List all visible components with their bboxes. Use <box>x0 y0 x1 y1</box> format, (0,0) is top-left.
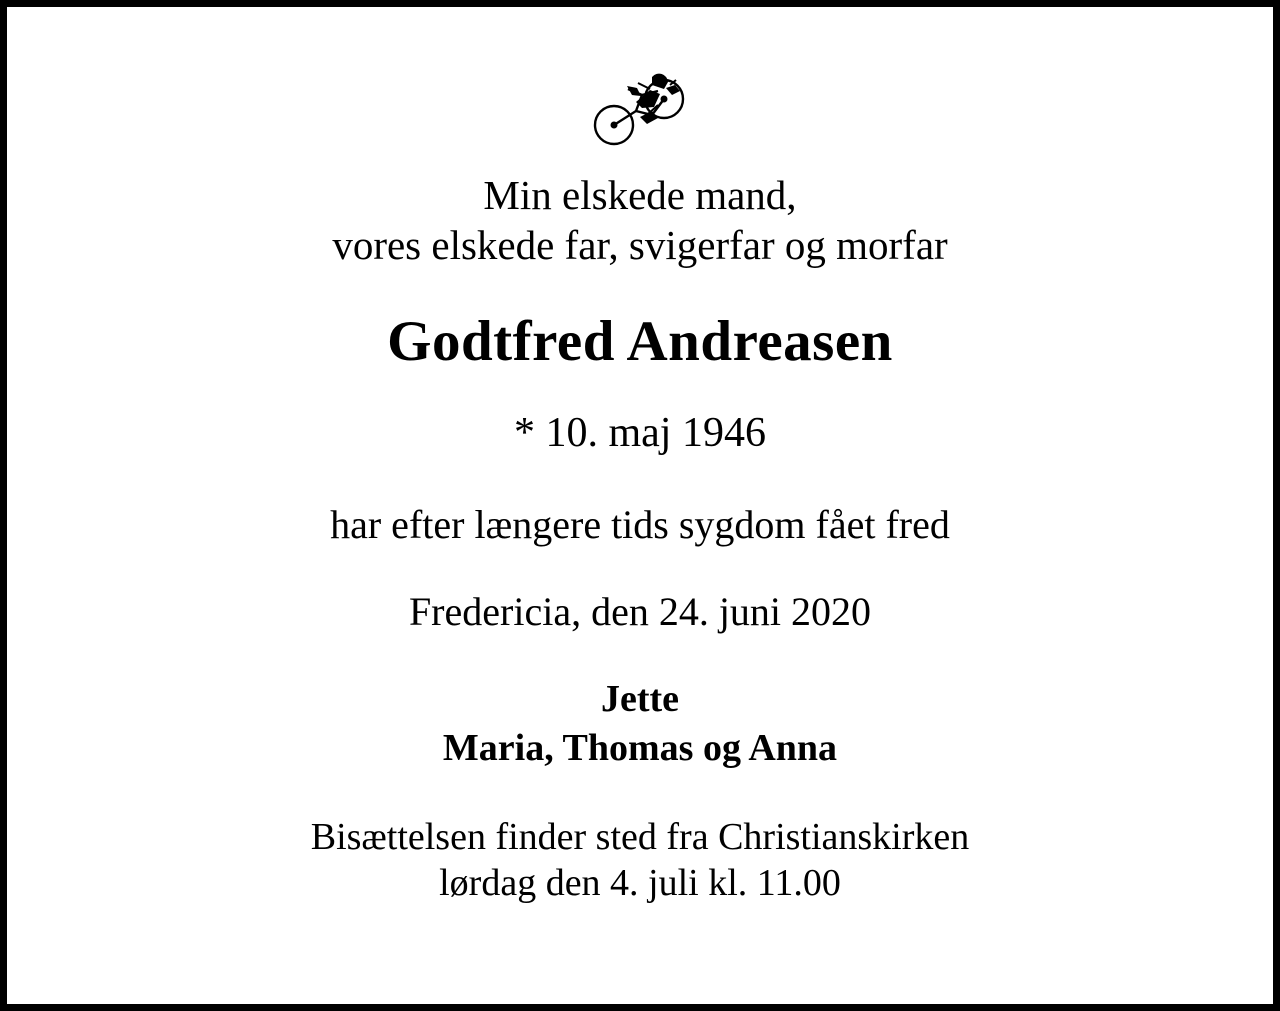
cyclist-emblem-icon <box>575 51 705 159</box>
deceased-name: Godtfred Andreasen <box>387 309 893 373</box>
funeral-details <box>311 815 970 907</box>
birth-date: * 10. maj 1946 <box>514 410 766 456</box>
survivors <box>443 677 837 771</box>
passing-text: har efter længere tids sygdom fået fred <box>330 501 950 547</box>
survivor-line-1: Jette <box>600 677 680 720</box>
intro-line-2: vores elskede far, svigerfar og morfar <box>332 222 948 269</box>
intro-text <box>332 171 947 270</box>
survivor-line-2: Maria, Thomas og Anna <box>442 726 838 769</box>
funeral-line-2: lørdag den 4. juli kl. 11.00 <box>439 862 841 905</box>
place-and-date: Fredericia, den 24. juni 2020 <box>408 588 872 634</box>
intro-line-1: Min elskede mand, <box>483 172 797 218</box>
funeral-line-1: Bisættelsen finder sted fra Christianskirken <box>310 815 970 858</box>
